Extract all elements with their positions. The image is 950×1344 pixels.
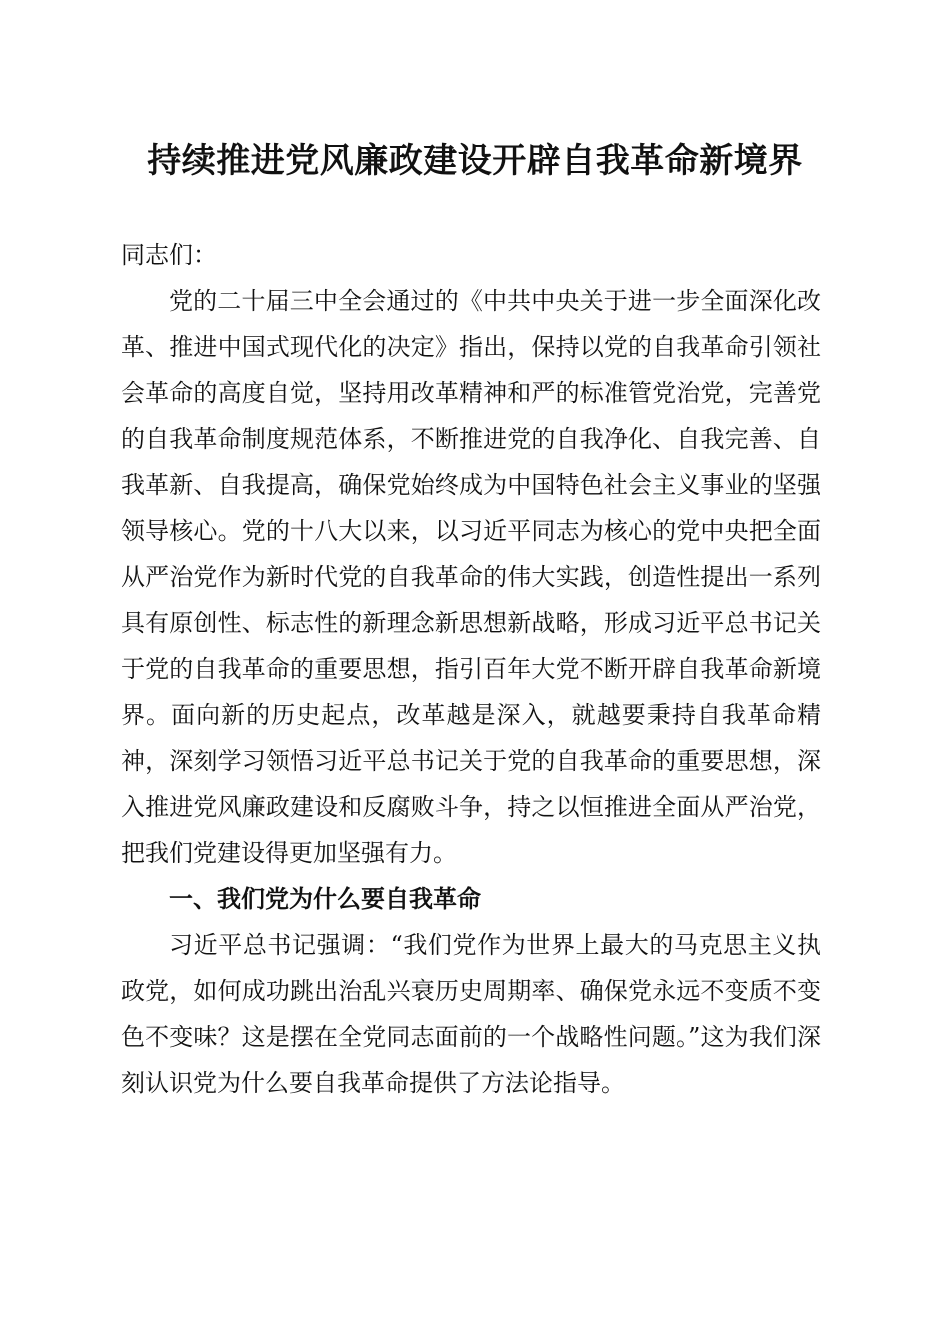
document-body (121, 232, 821, 1106)
document-title: 持续推进党风廉政建设开辟自我革命新境界 (147, 141, 803, 181)
section-heading: 一、我们党为什么要自我革命 (169, 885, 481, 913)
paragraph: 党的二十届三中全会通过的《中共中央关于进一步全面深化改革、推进中国式现代化的决定》指出，保持以党的自我革命引领社会革命的高度自觉，坚持用改革精神和严的标准管党治党，完善党的自我革命制度规范体系，不断推进党的自我净化、自我完善、自我革新、自我提高，确保党始终成为中国特色社会主义事业的坚强领导核心。党的十八大以来，以习近平同志为核心的党中央把全面从严治党作为新时代党的自我革命的伟大实践，创造性提出一系列具有原创性、标志性的新理念新思想新战略，形成习近平总书记关于党的自我革命的重要思想，指引百年大党不断开辟自我革命新境界。面向新的历史起点，改革越是深入，就越要秉持自我革命精神，深刻学习领悟习近平总书记关于党的自我革命的重要思想，深入推进党风廉政建设和反腐败斗争，持之以恒推进全面从严治党，把我们党建设得更加坚强有力。 (121, 287, 821, 867)
salutation: 同志们： (121, 241, 217, 269)
paragraph: 习近平总书记强调：“我们党作为世界上最大的马克思主义执政党，如何成功跳出治乱兴衰历史周期率、确保党永远不变质不变色不变味？这是摆在全党同志面前的一个战略性问题。”这为我们深刻认识党为什么要自我革命提供了方法论指导。 (121, 931, 821, 1097)
